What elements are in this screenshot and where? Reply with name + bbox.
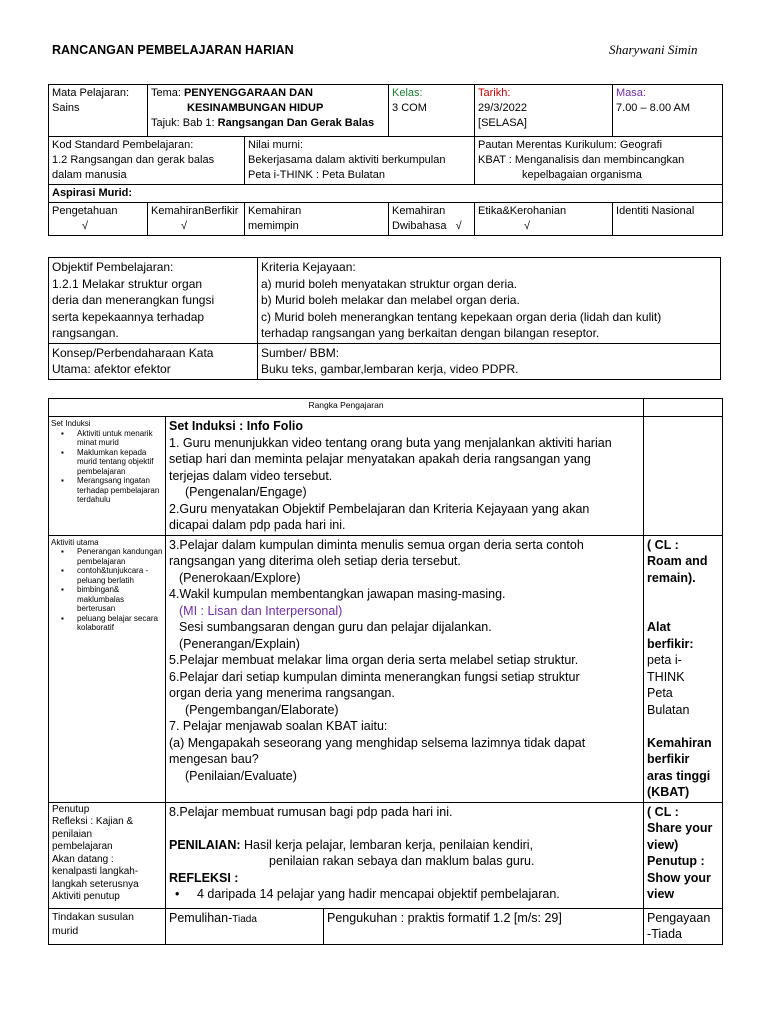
subject-cell: Mata Pelajaran: Sains [49, 85, 148, 137]
list-item: ▪ bimbingan& maklumbalas berterusan [61, 585, 163, 614]
pautan-cell: Pautan Merentas Kurikulum: Geografi KBAT : Menganalisis dan membincangkan kepelbagaian organisma [475, 137, 723, 185]
aspirasi-berfikir: KemahiranBerfikir √ [148, 203, 245, 236]
list-item: ▪ Aktiviti untuk menarik minat murid [61, 429, 163, 448]
pengayaan-cell: Pengayaan -Tiada [644, 908, 723, 944]
rangka-title: Rangka Pengajaran [49, 399, 644, 417]
list-item: ▪ Penerangan kandungan pembelajaran [61, 547, 163, 566]
info-table [48, 84, 723, 236]
induksi-side: Set Induksi ▪ Aktiviti untuk menarik minat murid ▪ Maklumkan kepada murid tentang objektif pembelajaran ▪ Merangsang ingatan terhadap pembelajaran terdahulu [49, 417, 166, 536]
konsep-cell: Konsep/Perbendaharaan Kata Utama: afektor efektor [49, 343, 258, 379]
aspirasi-etika: Etika&Kerohanian √ [475, 203, 613, 236]
tema-cell: Tema: PENYENGGARAAN DAN KESINAMBUNGAN HIDUP Tajuk: Bab 1: Rangsangan Dan Gerak Balas [148, 85, 389, 137]
page-title: RANCANGAN PEMBELAJARAN HARIAN [52, 43, 294, 57]
rangka-title-side [644, 399, 723, 417]
rangka-table [48, 398, 723, 945]
teacher-signature: Sharywani Simin [609, 42, 698, 57]
penutup-right: ( CL : Share your view) Penutup : Show your view [644, 802, 723, 908]
list-item: ▪ peluang belajar secara kolaboratif [61, 614, 163, 633]
objektif-cell: Objektif Pembelajaran: 1.2.1 Melakar struktur organ deria dan menerangkan fungsi serta kepekaannya terhadap rangsangan. [49, 258, 258, 344]
pemulihan-cell: Pemulihan-Tiada [166, 908, 324, 944]
induksi-right [644, 417, 723, 536]
nilai-cell: Nilai murni: Bekerjasama dalam aktiviti berkumpulan Peta i-THINK : Peta Bulatan [245, 137, 475, 185]
penutup-side: Penutup Refleksi : Kajian & penilaian pembelajaran Akan datang : kenalpasti langkah- langkah seterusnya Aktiviti penutup [49, 802, 166, 908]
aspirasi-label: Aspirasi Murid: [49, 185, 723, 203]
sumber-cell: Sumber/ BBM: Buku teks, gambar,lembaran kerja, video PDPR. [258, 343, 721, 379]
objektif-table [48, 257, 721, 380]
aspirasi-dwibahasa: Kemahiran Dwibahasa √ [389, 203, 475, 236]
utama-right: ( CL : Roam and remain). Alat berfikir: peta i- THINK Peta Bulatan Kemahiran berfikir aras tinggi (KBAT) [644, 535, 723, 802]
list-item: ▪ contoh&tunjukcara - peluang berlatih [61, 566, 163, 585]
masa-cell: Masa: 7.00 – 8.00 AM [613, 85, 723, 137]
utama-side: Aktiviti utama ▪ Penerangan kandungan pembelajaran ▪ contoh&tunjukcara - peluang berlatih ▪ bimbingan& maklumbalas berterusan ▪ peluang belajar secara kolaboratif [49, 535, 166, 802]
aspirasi-identiti: Identiti Nasional [613, 203, 723, 236]
aspirasi-pengetahuan: Pengetahuan √ [49, 203, 148, 236]
penutup-content: 8.Pelajar membuat rumusan bagi pdp pada hari ini. PENILAIAN: Hasil kerja pelajar, lembaran kerja, penilaian kendiri, penilaian rakan sebaya dan maklum balas guru. REFLEKSI : • 4 daripada 14 pelajar yang hadir mencapai objektif pembelajaran. [166, 802, 644, 908]
list-item: ▪ Maklumkan kepada murid tentang objektif pembelajaran [61, 448, 163, 477]
kriteria-cell: Kriteria Kejayaan: a) murid boleh menyatakan struktur organ deria. b) Murid boleh melakar dan melabel organ deria. c) Murid boleh menerangkan tentang kepekaan organ deria (lidah dan kulit) terhadap rangsangan yang berkaitan dengan bilangan reseptor. [258, 258, 721, 344]
utama-content: 3.Pelajar dalam kumpulan diminta menulis semua organ deria serta contoh rangsangan yang diterima oleh setiap deria tersebut. (Penerokaan/Explore) 4.Wakil kumpulan membentangkan jawapan masing-masing. (MI : Lisan dan Interpersonal) Sesi sumbangsaran dengan guru dan pelajar dijalankan. (Penerangan/Explain) 5.Pelajar membuat melakar lima organ deria serta melabel setiap struktur. 6.Pelajar dari setiap kumpulan diminta menerangkan fungsi setiap struktur organ deria yang menerima rangsangan. (Pengembangan/Elaborate) 7. Pelajar menjawab soalan KBAT iaitu: (a) Mengapakah seseorang yang menghidap selsema lazimnya tidak dapat mengesan bau? (Penilaian/Evaluate) [166, 535, 644, 802]
aspirasi-memimpin: Kemahiran memimpin [245, 203, 389, 236]
kelas-cell: Kelas: 3 COM [389, 85, 475, 137]
tarikh-cell: Tarikh: 29/3/2022 [SELASA] [475, 85, 613, 137]
susulan-label: Tindakan susulan murid [49, 908, 166, 944]
induksi-content: Set Induksi : Info Folio 1. Guru menunjukkan video tentang orang buta yang menjalankan aktiviti harian setiap hari dan meminta pelajar menyatakan apakah deria rangsangan yang terjejas dalam video tersebut. (Pengenalan/Engage) 2.Guru menyatakan Objektif Pembelajaran dan Kriteria Kejayaan yang akan dicapai dalam pdp pada hari ini. [166, 417, 644, 536]
ksp-cell: Kod Standard Pembelajaran: 1.2 Rangsangan dan gerak balas dalam manusia [49, 137, 245, 185]
list-item: ▪ Merangsang ingatan terhadap pembelajaran terdahulu [61, 476, 163, 505]
pengukuhan-cell: Pengukuhan : praktis formatif 1.2 [m/s: 29] [324, 908, 644, 944]
